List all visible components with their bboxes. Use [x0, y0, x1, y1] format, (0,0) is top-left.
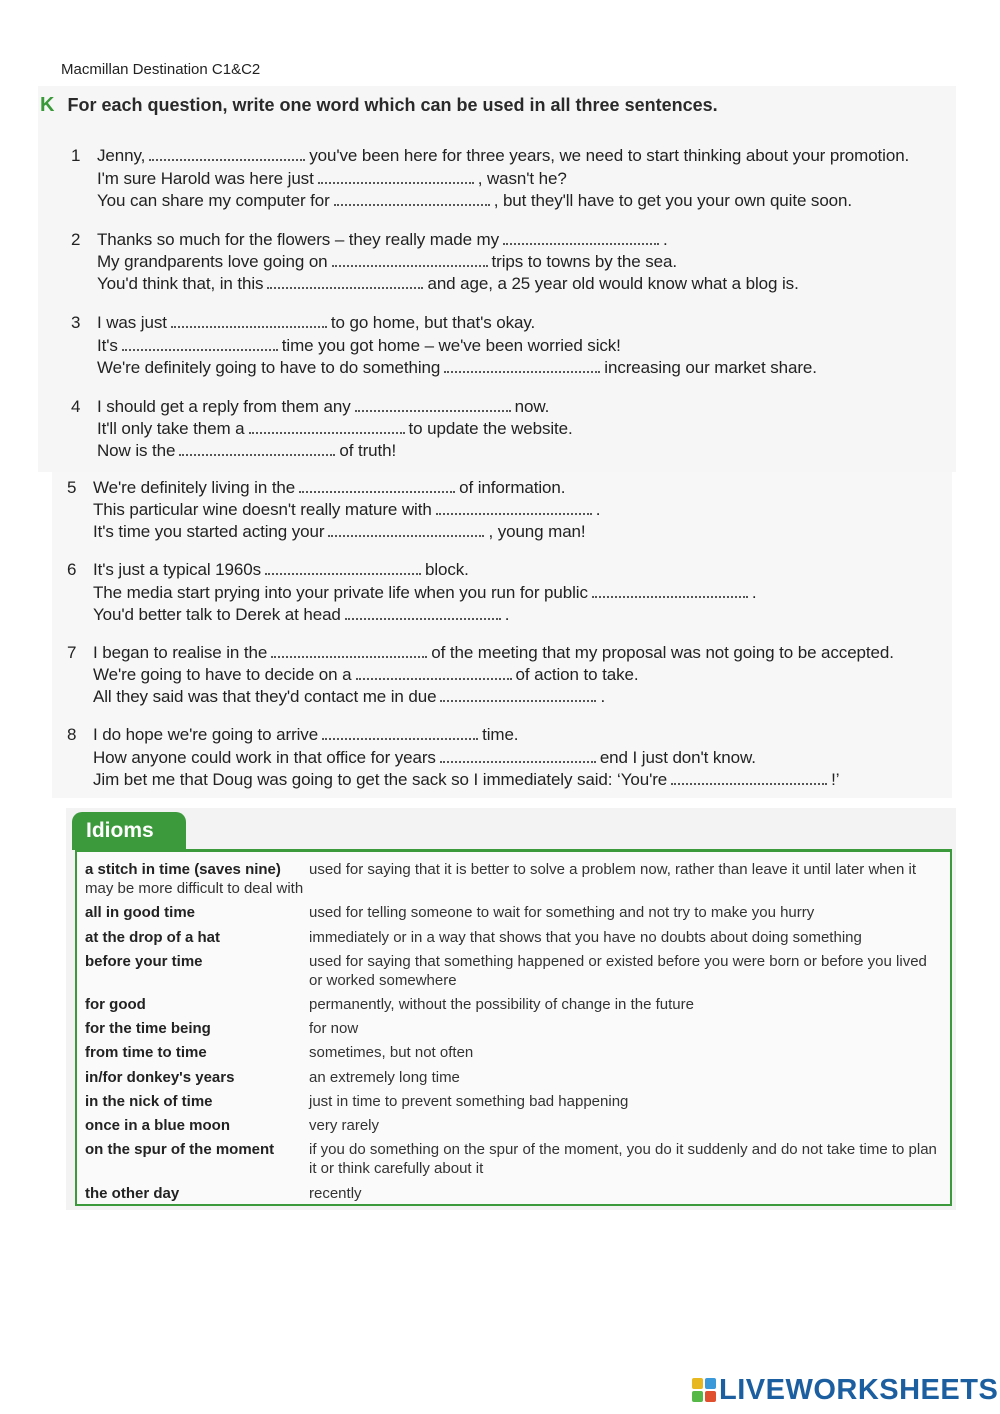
question-line: Thanks so much for the flowers – they really made my . — [97, 230, 668, 249]
answer-blank[interactable] — [436, 502, 592, 515]
question-line: All they said was that they'd contact me in due . — [93, 687, 606, 706]
answer-blank[interactable] — [265, 562, 421, 575]
question-line: You can share my computer for , but they'll have to get you your own quite soon. — [97, 191, 853, 210]
idiom-definition: used for saying that something happened or existed before you were born or before you lived or worked somewhere — [309, 953, 927, 989]
answer-blank[interactable] — [179, 443, 335, 456]
idioms-title: Idioms — [72, 812, 186, 850]
answer-blank[interactable] — [322, 727, 478, 740]
idiom-term: once in a blue moon — [85, 1117, 231, 1134]
answer-blank[interactable] — [328, 524, 484, 537]
idiom-term: in/for donkey's years — [85, 1069, 235, 1086]
question-line: It's just a typical 1960s block. — [93, 560, 469, 579]
logo-square — [705, 1391, 716, 1402]
answer-blank[interactable] — [355, 399, 511, 412]
question-line: We're definitely going to have to do something increasing our market share. — [97, 358, 817, 377]
question-number: 8 — [67, 725, 77, 744]
question-line: The media start prying into your private life when you run for public . — [93, 583, 757, 602]
question-number: 4 — [71, 397, 81, 416]
answer-blank[interactable] — [149, 148, 305, 161]
idiom-definition: an extremely long time — [309, 1069, 460, 1086]
exercise-letter: K — [40, 94, 55, 116]
question-line: My grandparents love going on trips to towns by the sea. — [97, 252, 677, 271]
question-line: This particular wine doesn't really mature with . — [93, 500, 601, 519]
question-line: It's time you started acting your , young man! — [93, 522, 586, 541]
answer-blank[interactable] — [318, 171, 474, 184]
answer-blank[interactable] — [440, 689, 596, 702]
idiom-definition: if you do something on the spur of the moment, you do it suddenly and do not take time to plan it or think carefully about it — [309, 1141, 937, 1177]
idiom-term: in the nick of time — [85, 1093, 213, 1110]
idiom-term: before your time — [85, 953, 203, 970]
answer-blank[interactable] — [444, 360, 600, 373]
question-line: You'd think that, in this and age, a 25 year old would know what a blog is. — [97, 274, 799, 293]
idiom-definition: permanently, without the possibility of change in the future — [309, 996, 694, 1013]
question-line: It'll only take them a to update the website. — [97, 419, 573, 438]
question-line: Jenny, you've been here for three years, we need to start thinking about your promotion. — [97, 146, 910, 165]
idiom-definition: recently — [309, 1185, 362, 1202]
question-number: 6 — [67, 560, 77, 579]
answer-blank[interactable] — [271, 645, 427, 658]
idiom-definition: used for telling someone to wait for something and not try to make you hurry — [309, 904, 815, 921]
answer-blank[interactable] — [334, 193, 490, 206]
answer-blank[interactable] — [171, 315, 327, 328]
idiom-definition: for now — [309, 1020, 359, 1037]
answer-blank[interactable] — [503, 232, 659, 245]
answer-blank[interactable] — [299, 480, 455, 493]
logo-square — [692, 1378, 703, 1389]
question-line: You'd better talk to Derek at head . — [93, 605, 510, 624]
idiom-term: on the spur of the moment — [85, 1141, 275, 1158]
question-number: 3 — [71, 313, 81, 332]
question-line: We're definitely living in the of information. — [93, 478, 566, 497]
exercise-heading — [40, 94, 718, 117]
question-number: 7 — [67, 643, 77, 662]
idiom-term: the other day — [85, 1185, 180, 1202]
idiom-term: for good — [85, 996, 146, 1013]
answer-blank[interactable] — [345, 607, 501, 620]
answer-blank[interactable] — [267, 276, 423, 289]
question-number: 5 — [67, 478, 77, 497]
exercise-instruction: For each question, write one word which can be used in all three sentences. — [67, 95, 718, 115]
idiom-definition: very rarely — [309, 1117, 380, 1134]
answer-blank[interactable] — [122, 338, 278, 351]
idiom-term: all in good time — [85, 904, 196, 921]
answer-blank[interactable] — [332, 254, 488, 267]
question-line: I do hope we're going to arrive time. — [93, 725, 519, 744]
idiom-definition: immediately or in a way that shows that you have no doubts about doing something — [309, 929, 862, 946]
idiom-term: for the time being — [85, 1020, 211, 1037]
idiom-definition: used for saying that it is better to solve a problem now, rather than leave it until later when it may be more difficult to deal with — [85, 861, 916, 897]
question-number: 1 — [71, 146, 81, 165]
question-line: I should get a reply from them any now. — [97, 397, 550, 416]
answer-blank[interactable] — [671, 772, 827, 785]
idiom-definition: just in time to prevent something bad happening — [309, 1093, 629, 1110]
question-number: 2 — [71, 230, 81, 249]
question-line: Jim bet me that Doug was going to get the sack so I immediately said: ‘You're !’ — [93, 770, 840, 789]
question-line: I was just to go home, but that's okay. — [97, 313, 536, 332]
idiom-term: from time to time — [85, 1044, 207, 1061]
question-line: How anyone could work in that office for years end I just don't know. — [93, 748, 756, 767]
question-line: I began to realise in the of the meeting that my proposal was not going to be accepted. — [93, 643, 894, 662]
question-line: I'm sure Harold was here just , wasn't he? — [97, 169, 567, 188]
answer-blank[interactable] — [592, 585, 748, 598]
logo-square — [705, 1378, 716, 1389]
idiom-term: at the drop of a hat — [85, 929, 220, 946]
source-label: Macmillan Destination C1&C2 — [61, 61, 261, 78]
answer-blank[interactable] — [249, 421, 405, 434]
question-line: We're going to have to decide on a of action to take. — [93, 665, 639, 684]
question-line: Now is the of truth! — [97, 441, 397, 460]
idiom-term: a stitch in time (saves nine) — [85, 861, 281, 878]
answer-blank[interactable] — [356, 667, 512, 680]
answer-blank[interactable] — [440, 750, 596, 763]
logo-grid-icon — [692, 1378, 716, 1402]
liveworksheets-logo[interactable] — [692, 1374, 998, 1406]
logo-square — [692, 1391, 703, 1402]
question-line: It's time you got home – we've been worried sick! — [97, 336, 621, 355]
idiom-definition: sometimes, but not often — [309, 1044, 474, 1061]
logo-text: LIVEWORKSHEETS — [719, 1373, 999, 1406]
